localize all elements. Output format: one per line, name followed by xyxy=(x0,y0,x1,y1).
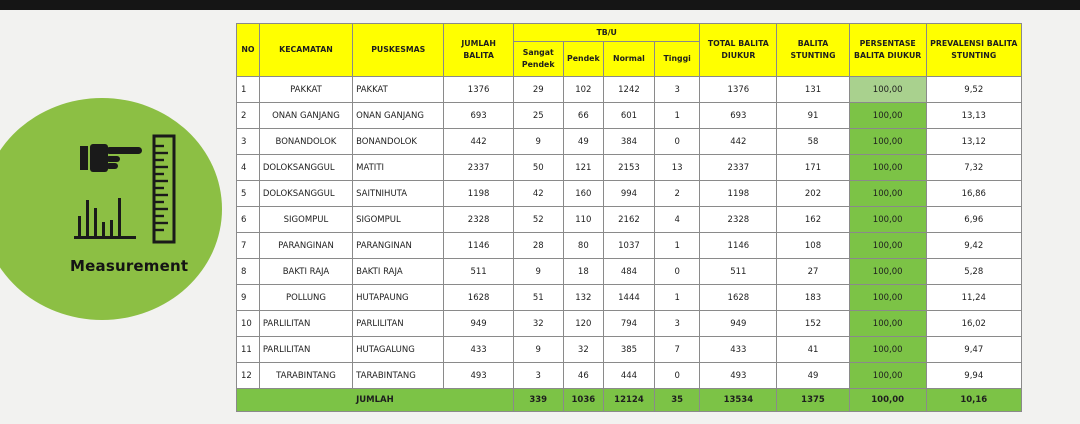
row-stunting: 49 xyxy=(777,363,850,389)
table-row xyxy=(237,285,1022,311)
row-kecamatan: SIGOMPUL xyxy=(259,207,352,233)
header-normal: Normal xyxy=(604,42,655,77)
row-no: 3 xyxy=(237,129,260,155)
row-pendek: 18 xyxy=(563,259,603,285)
row-persen: 100,00 xyxy=(849,207,926,233)
row-puskesmas: PARANGINAN xyxy=(353,233,444,259)
row-pendek: 121 xyxy=(563,155,603,181)
row-pendek: 80 xyxy=(563,233,603,259)
row-stunting: 183 xyxy=(777,285,850,311)
total-stunting: 1375 xyxy=(777,389,850,412)
row-puskesmas: PAKKAT xyxy=(353,77,444,103)
total-pendek: 1036 xyxy=(563,389,603,412)
row-tinggi: 0 xyxy=(654,129,700,155)
row-total-diukur: 1376 xyxy=(700,77,777,103)
row-prevalensi: 9,94 xyxy=(926,363,1021,389)
row-normal: 1037 xyxy=(604,233,655,259)
table-row xyxy=(237,311,1022,337)
row-persen: 100,00 xyxy=(849,233,926,259)
row-tinggi: 0 xyxy=(654,363,700,389)
row-no: 1 xyxy=(237,77,260,103)
header-no: NO xyxy=(237,24,260,77)
table-row xyxy=(237,181,1022,207)
header-jumlah-balita: JUMLAH BALITA xyxy=(444,24,513,77)
row-total-diukur: 949 xyxy=(700,311,777,337)
row-no: 7 xyxy=(237,233,260,259)
table-row xyxy=(237,337,1022,363)
row-total-diukur: 442 xyxy=(700,129,777,155)
row-tinggi: 7 xyxy=(654,337,700,363)
row-kecamatan: PARANGINAN xyxy=(259,233,352,259)
header-prevalensi: PREVALENSI BALITA STUNTING xyxy=(926,24,1021,77)
row-stunting: 152 xyxy=(777,311,850,337)
row-kecamatan: PARLILITAN xyxy=(259,337,352,363)
row-sangat-pendek: 25 xyxy=(513,103,563,129)
row-normal: 444 xyxy=(604,363,655,389)
row-no: 4 xyxy=(237,155,260,181)
row-no: 2 xyxy=(237,103,260,129)
row-persen: 100,00 xyxy=(849,129,926,155)
row-pendek: 160 xyxy=(563,181,603,207)
table-row xyxy=(237,155,1022,181)
row-pendek: 32 xyxy=(563,337,603,363)
header-persentase: PERSENTASE BALITA DIUKUR xyxy=(849,24,926,77)
row-persen: 100,00 xyxy=(849,103,926,129)
total-normal: 12124 xyxy=(604,389,655,412)
row-puskesmas: BONANDOLOK xyxy=(353,129,444,155)
row-normal: 385 xyxy=(604,337,655,363)
row-persen: 100,00 xyxy=(849,285,926,311)
row-normal: 2162 xyxy=(604,207,655,233)
header-tinggi: Tinggi xyxy=(654,42,700,77)
badge-label: Measurement xyxy=(70,257,189,275)
row-total-diukur: 693 xyxy=(700,103,777,129)
row-normal: 384 xyxy=(604,129,655,155)
row-total-diukur: 1628 xyxy=(700,285,777,311)
row-persen: 100,00 xyxy=(849,259,926,285)
ruler-icon xyxy=(152,134,178,246)
row-stunting: 162 xyxy=(777,207,850,233)
row-sangat-pendek: 42 xyxy=(513,181,563,207)
row-puskesmas: SIGOMPUL xyxy=(353,207,444,233)
row-jumlah-balita: 2337 xyxy=(444,155,513,181)
header-balita-stunting: BALITA STUNTING xyxy=(777,24,850,77)
total-label: JUMLAH xyxy=(237,389,514,412)
row-total-diukur: 2328 xyxy=(700,207,777,233)
row-jumlah-balita: 511 xyxy=(444,259,513,285)
total-sangat-pendek: 339 xyxy=(513,389,563,412)
row-stunting: 202 xyxy=(777,181,850,207)
row-tinggi: 2 xyxy=(654,181,700,207)
total-persen: 100,00 xyxy=(849,389,926,412)
table-row xyxy=(237,207,1022,233)
row-no: 10 xyxy=(237,311,260,337)
row-persen: 100,00 xyxy=(849,311,926,337)
row-normal: 794 xyxy=(604,311,655,337)
row-no: 12 xyxy=(237,363,260,389)
bar-chart-icon xyxy=(72,190,142,242)
row-tinggi: 1 xyxy=(654,103,700,129)
row-stunting: 58 xyxy=(777,129,850,155)
row-jumlah-balita: 1628 xyxy=(444,285,513,311)
row-no: 8 xyxy=(237,259,260,285)
row-prevalensi: 16,02 xyxy=(926,311,1021,337)
total-total-diukur: 13534 xyxy=(700,389,777,412)
row-prevalensi: 5,28 xyxy=(926,259,1021,285)
row-sangat-pendek: 50 xyxy=(513,155,563,181)
row-puskesmas: SAITNIHUTA xyxy=(353,181,444,207)
row-jumlah-balita: 1376 xyxy=(444,77,513,103)
row-jumlah-balita: 1146 xyxy=(444,233,513,259)
table-row xyxy=(237,259,1022,285)
row-kecamatan: BAKTI RAJA xyxy=(259,259,352,285)
row-tinggi: 0 xyxy=(654,259,700,285)
row-pendek: 66 xyxy=(563,103,603,129)
row-jumlah-balita: 1198 xyxy=(444,181,513,207)
row-persen: 100,00 xyxy=(849,77,926,103)
table-row xyxy=(237,129,1022,155)
row-prevalensi: 13,13 xyxy=(926,103,1021,129)
row-normal: 484 xyxy=(604,259,655,285)
row-total-diukur: 1146 xyxy=(700,233,777,259)
row-kecamatan: TARABINTANG xyxy=(259,363,352,389)
row-persen: 100,00 xyxy=(849,337,926,363)
header-total-diukur: TOTAL BALITA DIUKUR xyxy=(700,24,777,77)
table-row xyxy=(237,233,1022,259)
row-sangat-pendek: 29 xyxy=(513,77,563,103)
row-sangat-pendek: 32 xyxy=(513,311,563,337)
row-stunting: 91 xyxy=(777,103,850,129)
row-stunting: 131 xyxy=(777,77,850,103)
row-stunting: 171 xyxy=(777,155,850,181)
row-prevalensi: 9,42 xyxy=(926,233,1021,259)
row-puskesmas: ONAN GANJANG xyxy=(353,103,444,129)
row-pendek: 132 xyxy=(563,285,603,311)
row-total-diukur: 433 xyxy=(700,337,777,363)
row-total-diukur: 2337 xyxy=(700,155,777,181)
row-no: 5 xyxy=(237,181,260,207)
row-persen: 100,00 xyxy=(849,363,926,389)
row-tinggi: 3 xyxy=(654,77,700,103)
row-stunting: 41 xyxy=(777,337,850,363)
top-bar xyxy=(0,0,1080,10)
total-prevalensi: 10,16 xyxy=(926,389,1021,412)
total-row xyxy=(237,389,1022,412)
row-prevalensi: 11,24 xyxy=(926,285,1021,311)
row-normal: 994 xyxy=(604,181,655,207)
row-kecamatan: POLLUNG xyxy=(259,285,352,311)
row-jumlah-balita: 442 xyxy=(444,129,513,155)
row-kecamatan: PARLILITAN xyxy=(259,311,352,337)
header-puskesmas: PUSKESMAS xyxy=(353,24,444,77)
row-normal: 1242 xyxy=(604,77,655,103)
row-total-diukur: 511 xyxy=(700,259,777,285)
row-tinggi: 1 xyxy=(654,285,700,311)
row-puskesmas: PARLILITAN xyxy=(353,311,444,337)
row-persen: 100,00 xyxy=(849,181,926,207)
row-persen: 100,00 xyxy=(849,155,926,181)
row-tinggi: 3 xyxy=(654,311,700,337)
header-tbu: TB/U xyxy=(513,24,700,42)
row-no: 9 xyxy=(237,285,260,311)
row-stunting: 108 xyxy=(777,233,850,259)
row-kecamatan: ONAN GANJANG xyxy=(259,103,352,129)
row-kecamatan: BONANDOLOK xyxy=(259,129,352,155)
row-normal: 1444 xyxy=(604,285,655,311)
row-no: 11 xyxy=(237,337,260,363)
header-pendek: Pendek xyxy=(563,42,603,77)
table-row xyxy=(237,363,1022,389)
row-prevalensi: 9,52 xyxy=(926,77,1021,103)
row-total-diukur: 1198 xyxy=(700,181,777,207)
table-body xyxy=(237,77,1022,389)
row-sangat-pendek: 28 xyxy=(513,233,563,259)
row-tinggi: 4 xyxy=(654,207,700,233)
pointing-hand-icon xyxy=(78,140,146,176)
row-jumlah-balita: 2328 xyxy=(444,207,513,233)
row-sangat-pendek: 52 xyxy=(513,207,563,233)
row-prevalensi: 16,86 xyxy=(926,181,1021,207)
row-kecamatan: DOLOKSANGGUL xyxy=(259,181,352,207)
row-pendek: 102 xyxy=(563,77,603,103)
row-puskesmas: TARABINTANG xyxy=(353,363,444,389)
row-pendek: 49 xyxy=(563,129,603,155)
row-jumlah-balita: 693 xyxy=(444,103,513,129)
row-pendek: 110 xyxy=(563,207,603,233)
header-kecamatan: KECAMATAN xyxy=(259,24,352,77)
row-prevalensi: 7,32 xyxy=(926,155,1021,181)
row-tinggi: 1 xyxy=(654,233,700,259)
row-tinggi: 13 xyxy=(654,155,700,181)
row-jumlah-balita: 493 xyxy=(444,363,513,389)
row-prevalensi: 13,12 xyxy=(926,129,1021,155)
header-sangat-pendek: Sangat Pendek xyxy=(513,42,563,77)
row-puskesmas: HUTAPAUNG xyxy=(353,285,444,311)
row-sangat-pendek: 9 xyxy=(513,259,563,285)
row-jumlah-balita: 433 xyxy=(444,337,513,363)
row-no: 6 xyxy=(237,207,260,233)
table-row xyxy=(237,77,1022,103)
row-sangat-pendek: 3 xyxy=(513,363,563,389)
row-puskesmas: BAKTI RAJA xyxy=(353,259,444,285)
row-prevalensi: 6,96 xyxy=(926,207,1021,233)
row-normal: 2153 xyxy=(604,155,655,181)
row-kecamatan: DOLOKSANGGUL xyxy=(259,155,352,181)
row-sangat-pendek: 9 xyxy=(513,129,563,155)
row-jumlah-balita: 949 xyxy=(444,311,513,337)
row-normal: 601 xyxy=(604,103,655,129)
row-puskesmas: HUTAGALUNG xyxy=(353,337,444,363)
table-row xyxy=(237,103,1022,129)
row-puskesmas: MATITI xyxy=(353,155,444,181)
row-sangat-pendek: 51 xyxy=(513,285,563,311)
row-stunting: 27 xyxy=(777,259,850,285)
stunting-table xyxy=(236,23,1022,412)
row-pendek: 46 xyxy=(563,363,603,389)
row-prevalensi: 9,47 xyxy=(926,337,1021,363)
total-tinggi: 35 xyxy=(654,389,700,412)
row-total-diukur: 493 xyxy=(700,363,777,389)
row-pendek: 120 xyxy=(563,311,603,337)
row-kecamatan: PAKKAT xyxy=(259,77,352,103)
row-sangat-pendek: 9 xyxy=(513,337,563,363)
